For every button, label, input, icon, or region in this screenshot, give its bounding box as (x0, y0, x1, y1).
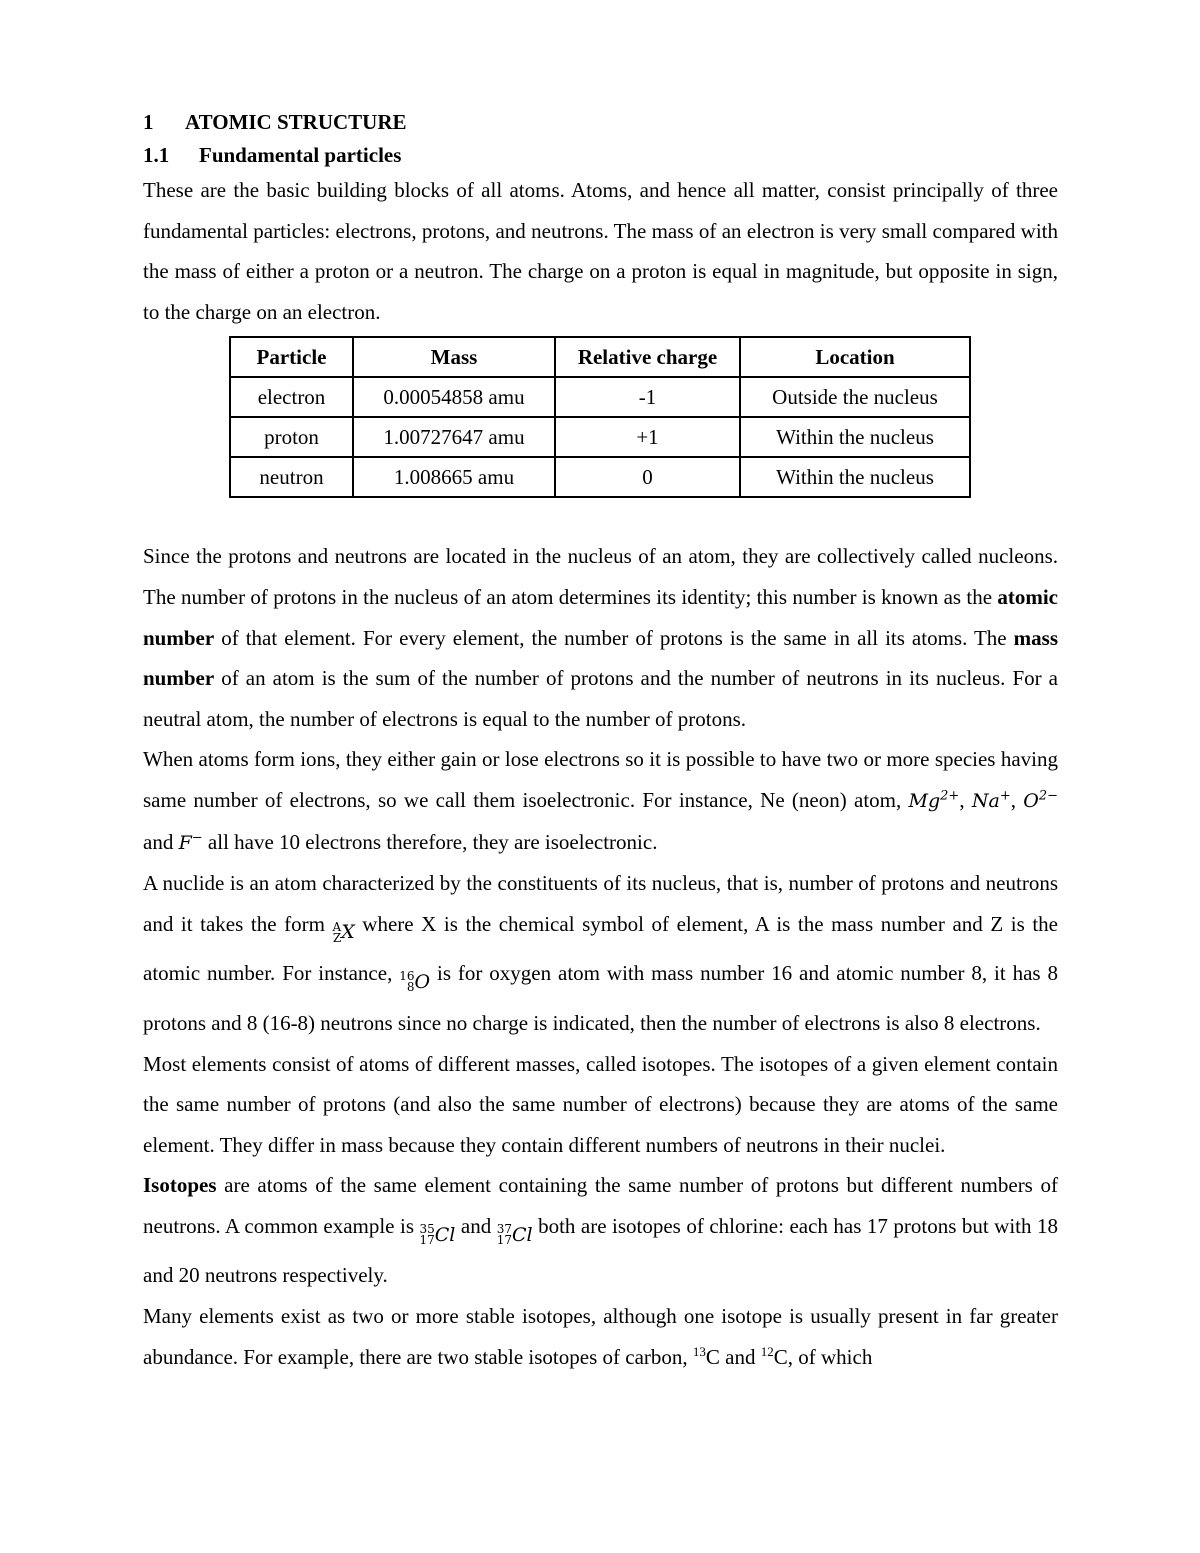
particles-table (229, 336, 971, 498)
document-page (143, 104, 1058, 1377)
term-isotopes: Isotopes (143, 1173, 217, 1198)
element-symbol: Cl (511, 1223, 533, 1246)
table-header-cell: Relative charge (555, 337, 740, 377)
nuclide-notation-cl37 (497, 1215, 533, 1256)
chapter-title: ATOMIC STRUCTURE (185, 110, 407, 134)
element-symbol: C (773, 1344, 788, 1369)
atomic-number: 17 (496, 1232, 512, 1247)
table-row (230, 377, 970, 417)
isoelectronic-paragraph: When atoms form ions, they either gain or lose electrons so it is possible to have two or more species having same number of electrons, so we call them isoelectronic. For instance, Ne (neon) atom, $Mg^{2+}$, Na+, $O^{2-}$ and F− all have 10 electrons therefore, they are isoelectronic. (143, 747, 1058, 854)
table-header-cell: Particle (230, 337, 353, 377)
text-run: Since the protons and neutrons are located in the nucleus of an atom, they are collectively called nucleons. The number of protons in the nucleus of an atom determines its identity; this number is known as the (143, 544, 1058, 609)
table-cell: Outside the nucleus (740, 377, 970, 417)
carbon-isotopes-paragraph (143, 1296, 1058, 1377)
text-run: When atoms form ions, they either gain or lose electrons so it is possible to have two or more species having same number of electrons, so we call them isoelectronic. For instance, Ne (neon) atom, (143, 747, 1058, 812)
atomic-number: 8 (406, 980, 415, 995)
term-mass-number: mass number (143, 625, 1058, 691)
text-run: , of which (787, 1344, 873, 1369)
intro-paragraph: These are the basic building blocks of all atoms. Atoms, and hence all matter, consist principally of three fundamental particles: electrons, protons, and neutrons. The mass of an electron is very small compared with the mass of either a proton or a neutron. The charge on a proton is equal in magnitude, but opposite in sign, to the charge on an electron. (143, 178, 1058, 324)
section-number: 1.1 (143, 143, 170, 167)
table-cell: neutron (230, 457, 353, 497)
chapter-heading (143, 104, 1058, 140)
element-symbol: Cl (434, 1223, 456, 1246)
nuclide-notation-cl35 (419, 1215, 455, 1256)
table-cell: +1 (555, 417, 740, 457)
element-symbol: X (341, 921, 355, 944)
ion-symbol: Na (971, 789, 1000, 812)
table-header-row (230, 337, 970, 377)
section-title: Fundamental particles (199, 143, 402, 167)
ion-symbol: O (1023, 789, 1039, 812)
table-cell: 0 (555, 457, 740, 497)
text-run: and (719, 1344, 761, 1369)
nuclide-notation-generic (333, 912, 355, 953)
table-cell: 0.00054858 amu (353, 377, 555, 417)
mass-number: 37 (496, 1221, 512, 1236)
section-heading (143, 140, 1058, 170)
ion-na (972, 790, 1011, 812)
text-run: where X is the chemical symbol of element, A is the mass number and Z is the atomic number. For instance, (143, 911, 1058, 986)
table-cell: Within the nucleus (740, 417, 970, 457)
table-row (230, 457, 970, 497)
isotope-mass-12: 12 (760, 1343, 774, 1359)
element-symbol: O (414, 971, 431, 994)
isotopes-intro-paragraph: Most elements consist of atoms of different masses, called isotopes. The isotopes of a given element contain the same number of protons (and also the same number of electrons) because they are atoms of the same element. They differ in mass because they contain different numbers of neutrons in their nuclei. (143, 1051, 1058, 1157)
element-symbol: C (705, 1344, 720, 1369)
table-cell: electron (230, 377, 353, 417)
text-run: and (143, 829, 179, 854)
table-cell: 1.008665 amu (353, 457, 555, 497)
ion-charge: − (191, 830, 203, 846)
text-run: both are isotopes of chlorine: each has 17 protons but with 18 and 20 neutrons respectively. (143, 1213, 1058, 1288)
isotopes-definition-paragraph (143, 1165, 1058, 1296)
mass-number: 35 (419, 1221, 435, 1236)
text-run: are atoms of the same element containing the same number of protons but different numbers of neutrons. A common example is (143, 1173, 1058, 1238)
mass-number: 16 (399, 969, 415, 984)
term-atomic-number: atomic number (143, 584, 1058, 650)
ion-charge: 2+ (940, 788, 960, 804)
ion-charge: 2− (1038, 788, 1058, 804)
table-cell: proton (230, 417, 353, 457)
nuclide-paragraph (143, 863, 1058, 1043)
text-run: all have 10 electrons therefore, they are isoelectronic. (202, 829, 658, 854)
chapter-number: 1 (143, 110, 154, 134)
table-cell: Within the nucleus (740, 457, 970, 497)
ion-charge: + (999, 788, 1011, 804)
ion-mg (909, 790, 960, 812)
mass-number: A (332, 919, 342, 934)
isotope-mass-13: 13 (692, 1343, 706, 1359)
nuclide-notation-oxygen (399, 962, 430, 1003)
text-run: of an atom is the sum of the number of protons and the number of neutrons in its nucleus. For a neutral atom, the number of electrons is equal to the number of protons. (143, 666, 1058, 731)
ion-f (179, 832, 203, 854)
table-cell: -1 (555, 377, 740, 417)
nucleons-paragraph (143, 536, 1058, 739)
text-run: and (455, 1213, 497, 1238)
ion-symbol: Mg (908, 789, 941, 812)
ion-o (1023, 790, 1058, 812)
atomic-number: 17 (419, 1232, 435, 1247)
text-run: is for oxygen atom with mass number 16 and atomic number 8, it has 8 protons and 8 (16-8) neutrons since no charge is indicated, then the number of electrons is also 8 electrons. (143, 961, 1058, 1035)
table-header-cell: Location (740, 337, 970, 377)
ion-symbol: F (178, 831, 192, 854)
text-run: Many elements exist as two or more stable isotopes, although one isotope is usually present in far greater abundance. For example, there are two stable isotopes of carbon, (143, 1304, 1058, 1369)
table-header-cell: Mass (353, 337, 555, 377)
table-row (230, 417, 970, 457)
text-run: of that element. For every element, the number of protons is the same in all its atoms. The (214, 625, 1014, 650)
text-run: A nuclide is an atom characterized by the constituents of its nucleus, that is, number of protons and neutrons and it takes the form (143, 871, 1058, 936)
atomic-number: Z (332, 930, 342, 945)
table-cell: 1.00727647 amu (353, 417, 555, 457)
